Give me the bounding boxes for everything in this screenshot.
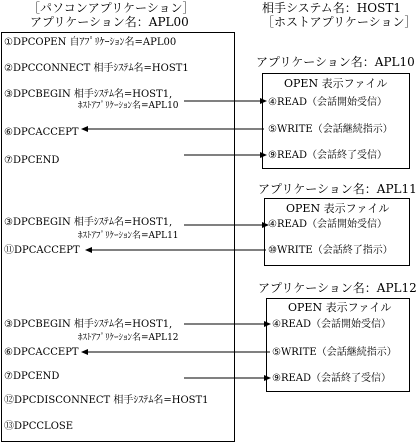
step-text: DPCEND (12, 155, 60, 166)
step-number: ⑥ (4, 347, 13, 358)
host-app-name-apl11: アプリケーション名：APL11 (258, 182, 417, 196)
step-text: DPCACCEPT (12, 347, 79, 358)
step-text: DPCACCEPT (14, 245, 80, 256)
line-number: ④ (272, 319, 281, 330)
host-app-name-apl12: アプリケーション名：APL12 (258, 281, 417, 295)
host-app-title-apl12: OPEN 表示ファイル (288, 301, 392, 314)
pc-step-dpcbegin-apl11-sub: ﾎｽﾄｱﾌﾟﾘｹｰｼｮﾝ名=APL11 (78, 231, 179, 241)
line-text: READ（会話開始受信） (276, 97, 388, 108)
step-text: DPCBEGIN 相手ｼｽﾃﾑ名=HOST1, (12, 319, 173, 330)
step-number: ③ (4, 319, 13, 330)
step-text: DPCOPEN 自ｱﾌﾟﾘｹｰｼｮﾝ名=APL00 (12, 37, 177, 48)
line-number: ⑤ (272, 347, 281, 358)
host-app-title-apl11: OPEN 表示ファイル (286, 202, 390, 215)
host-app-name-apl10: アプリケーション名：APL10 (256, 55, 415, 69)
step-number: ⑥ (4, 127, 13, 138)
step-number: ⑦ (4, 155, 13, 166)
line-text: WRITE（会話継続指示） (276, 124, 393, 135)
pc-header-line2: アプリケーション名：APL00 (30, 15, 189, 29)
pc-step-dpcbegin-apl12-sub: ﾎｽﾄｱﾌﾟﾘｹｰｼｮﾝ名=APL12 (78, 333, 179, 343)
step-number: ② (4, 63, 13, 74)
step-text: DPCEND (12, 371, 60, 382)
step-number: ⑪ (4, 245, 14, 256)
step-text: DPCCLOSE (14, 421, 74, 432)
step-number: ③ (4, 89, 13, 100)
line-text: READ（会話終了受信） (280, 373, 392, 384)
pc-header-line1: ［パソコンアプリケーション］ (28, 1, 195, 15)
line-number: ⑨ (268, 150, 277, 161)
step-text: DPCDISCONNECT 相手ｼｽﾃﾑ名=HOST1 (14, 395, 209, 406)
step-number: ① (4, 37, 13, 48)
host-app-title-apl10: OPEN 表示ファイル (284, 77, 388, 90)
host-header-line1: 相手システム名：HOST1 (262, 1, 401, 15)
line-text: WRITE（会話終了指示） (276, 245, 393, 256)
line-text: READ（会話終了受信） (276, 150, 388, 161)
step-text: DPCCONNECT 相手ｼｽﾃﾑ名=HOST1 (12, 63, 189, 74)
line-number: ⑩ (268, 245, 277, 256)
line-text: READ（会話開始受信） (276, 219, 388, 230)
line-number: ⑨ (272, 373, 281, 384)
step-number: ③ (4, 217, 13, 228)
step-number: ⑫ (4, 395, 14, 406)
line-number: ④ (268, 219, 277, 230)
step-text: DPCBEGIN 相手ｼｽﾃﾑ名=HOST1, (12, 89, 173, 100)
host-header-line2: ［ホストアプリケーション］ (262, 15, 417, 29)
step-text: DPCBEGIN 相手ｼｽﾃﾑ名=HOST1, (12, 217, 173, 228)
line-text: READ（会話開始受信） (280, 319, 392, 330)
step-text: DPCACCEPT (12, 127, 79, 138)
pc-step-dpcbegin-apl10-sub: ﾎｽﾄｱﾌﾟﾘｹｰｼｮﾝ名=APL10 (78, 101, 179, 111)
step-number: ⑦ (4, 371, 13, 382)
line-number: ④ (268, 97, 277, 108)
line-number: ⑤ (268, 124, 277, 135)
step-number: ⑬ (4, 421, 14, 432)
line-text: WRITE（会話継続指示） (280, 347, 397, 358)
